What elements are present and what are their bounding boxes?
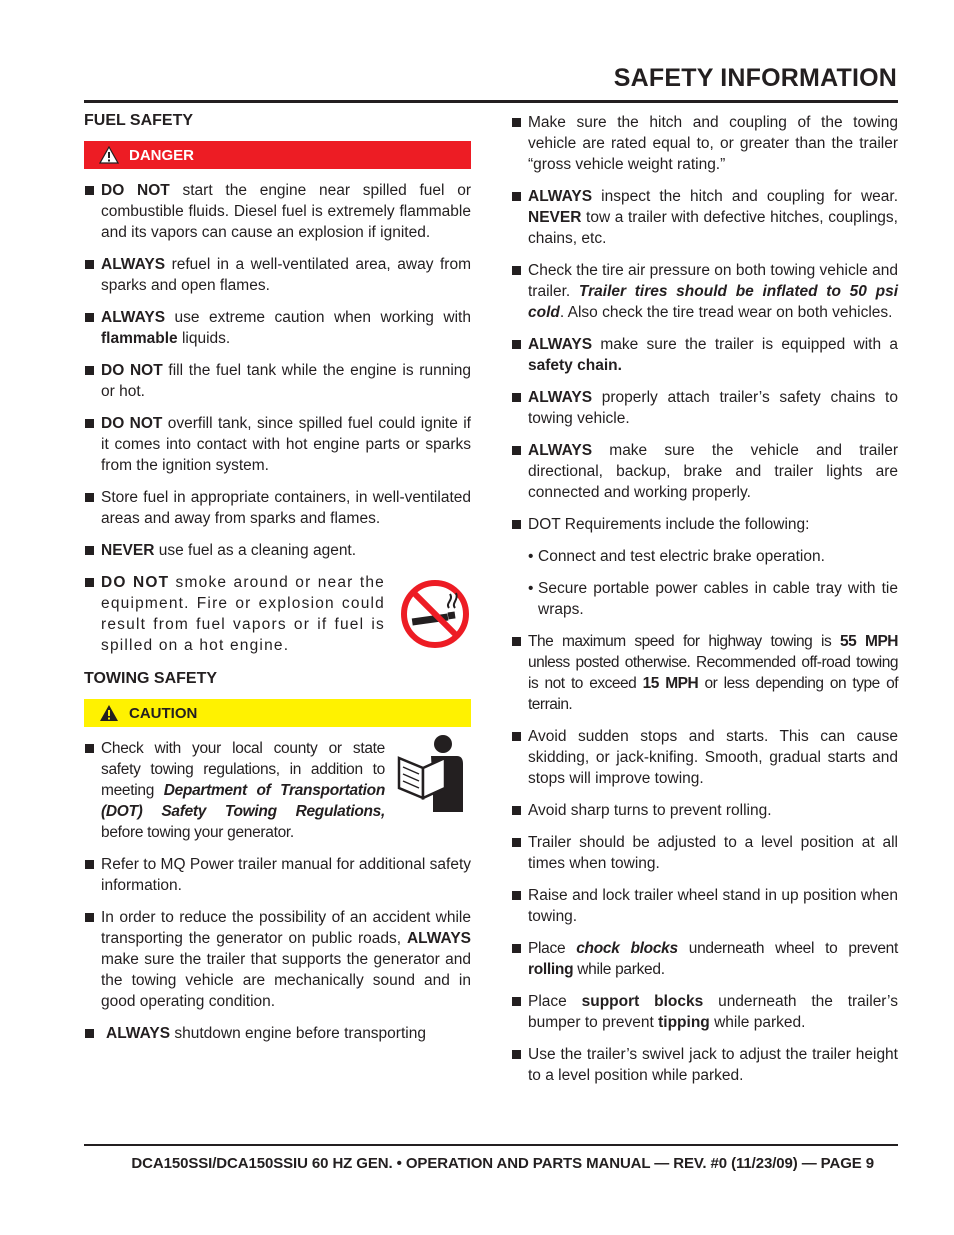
towing-bullet-r13 xyxy=(511,938,898,980)
dot-requirement-2 xyxy=(511,578,898,620)
towing-bullet-r9 xyxy=(511,726,898,789)
bullet-strong: ALWAYS xyxy=(528,442,593,459)
bullet-text: use extreme caution when working with xyxy=(165,309,471,326)
bullet-text: make sure the trailer that supports the generator and the towing vehicle are mechanically sound and in good operating condition. xyxy=(101,951,471,1010)
bullet-text: overfill tank, since spilled fuel could ignite if it comes into contact with hot engine parts or sparks from the ignition system. xyxy=(101,415,471,474)
bullet-strong: ALWAYS xyxy=(528,336,593,353)
header-rule xyxy=(84,100,898,103)
bullet-strong: tipping xyxy=(658,1014,710,1031)
bullet-strong: ALWAYS xyxy=(101,256,166,273)
bullet-text: fill the fuel tank while the engine is running or hot. xyxy=(101,362,472,400)
towing-bullet-3 xyxy=(84,907,471,1012)
fuel-bullet-6 xyxy=(84,487,471,529)
towing-bullet-r8 xyxy=(511,631,898,715)
bullet-text: Make sure the hitch and coupling of the towing vehicle are rated equal to, or greater than the trailer “gross vehicle weight rating.” xyxy=(528,114,898,173)
bullet-strong: NEVER xyxy=(101,542,155,559)
page-title: SAFETY INFORMATION xyxy=(613,64,897,92)
bullet-text: inspect the hitch and coupling for wear. xyxy=(592,188,898,205)
page-footer: DCA150SSI/DCA150SSIU 60 HZ GEN. • OPERATION AND PARTS MANUAL — REV. #0 (11/23/09) — PAGE 9 xyxy=(131,1155,874,1172)
bullet-text: start the engine near spilled fuel or combustible fluids. Diesel fuel is extremely flammable and its vapors can cause an explosion if ignited. xyxy=(101,182,471,241)
fuel-bullet-1 xyxy=(84,180,471,243)
bullet-strong: ALWAYS xyxy=(528,389,593,406)
bullet-text: properly attach trailer’s safety chains to towing vehicle. xyxy=(528,389,898,427)
towing-bullet-r7 xyxy=(511,514,898,535)
bullet-strong: DO NOT xyxy=(101,415,163,432)
bullet-strong: ALWAYS xyxy=(406,930,471,947)
bullet-strong: 15 MPH xyxy=(642,675,699,692)
bullet-text: Raise and lock trailer wheel stand in up position when towing. xyxy=(528,887,898,925)
bullet-text: use fuel as a cleaning agent. xyxy=(154,542,357,559)
danger-label: DANGER xyxy=(129,146,195,164)
bullet-emphasis: chock blocks xyxy=(576,940,678,957)
fuel-bullet-3 xyxy=(84,307,471,349)
bullet-text: while parked. xyxy=(709,1014,806,1031)
towing-bullet-4 xyxy=(84,1023,471,1044)
bullet-text: make sure the vehicle and trailer directional, backup, brake and trailer lights are connected and working properly. xyxy=(528,442,898,501)
bullet-strong: DO NOT xyxy=(101,182,170,199)
fuel-bullet-8 xyxy=(84,572,385,656)
bullet-text: smoke around or near the equipment. Fire or explosion could result from fuel vapors or if fuel is spilled on a hot engine. xyxy=(101,574,385,654)
bullet-text: Trailer should be adjusted to a level position at all times when towing. xyxy=(528,834,898,872)
bullet-text: . Also check the tire tread wear on both vehicles. xyxy=(559,304,893,321)
bullet-strong: NEVER xyxy=(528,209,582,226)
bullet-strong: ALWAYS xyxy=(528,188,593,205)
bullet-text: make sure the trailer is equipped with a xyxy=(592,336,898,353)
fuel-bullet-5 xyxy=(84,413,471,476)
bullet-strong: ALWAYS xyxy=(106,1025,171,1042)
fuel-safety-heading: FUEL SAFETY xyxy=(84,112,194,129)
bullet-text: refuel in a well-ventilated area, away from sparks and open flames. xyxy=(101,256,471,294)
bullet-strong: DO NOT xyxy=(101,574,170,591)
bullet-text: underneath wheel to prevent xyxy=(677,940,898,957)
bullet-text: Place xyxy=(528,940,577,957)
read-manual-block xyxy=(84,738,471,843)
towing-bullet-r12 xyxy=(511,885,898,927)
bullet-strong: ALWAYS xyxy=(101,309,166,326)
bullet-emphasis: Trailer tires should be inflated to 50 psi cold xyxy=(528,283,898,321)
bullet-text: unless posted otherwise. Recommended off-road towing is not to exceed xyxy=(528,654,898,692)
bullet-text: Connect and test electric brake operation. xyxy=(538,548,825,565)
warning-triangle-icon xyxy=(99,146,119,164)
towing-bullet-r15 xyxy=(511,1044,898,1086)
bullet-strong: DO NOT xyxy=(101,362,163,379)
towing-bullet-r2 xyxy=(511,186,898,249)
bullet-text: while parked. xyxy=(573,961,665,978)
caution-alert-bar xyxy=(84,699,471,727)
bullet-text: liquids. xyxy=(177,330,231,347)
left-column xyxy=(84,112,471,1055)
bullet-strong: rolling xyxy=(528,961,574,978)
bullet-text: underneath the trailer’s bumper to prevent xyxy=(528,993,898,1031)
towing-bullet-r6 xyxy=(511,440,898,503)
towing-bullet-r11 xyxy=(511,832,898,874)
bullet-text: tow a trailer with defective hitches, couplings, chains, etc. xyxy=(528,209,898,247)
towing-bullet-1 xyxy=(84,738,385,843)
bullet-text: In order to reduce the possibility of an accident while transporting the generator on public roads, xyxy=(101,909,471,947)
bullet-text: Use the trailer’s swivel jack to adjust the trailer height to a level position while parked. xyxy=(528,1046,898,1084)
bullet-strong: support blocks xyxy=(581,993,704,1010)
bullet-text: The maximum speed for highway towing is xyxy=(528,633,841,650)
fuel-bullet-7 xyxy=(84,540,471,561)
bullet-text: or less depending on type of terrain. xyxy=(528,675,899,713)
bullet-strong: flammable xyxy=(101,330,178,347)
danger-alert-bar xyxy=(84,141,471,169)
fuel-bullet-2 xyxy=(84,254,471,296)
bullet-strong: safety chain. xyxy=(528,357,622,374)
read-manual-icon xyxy=(395,734,471,814)
towing-bullet-2 xyxy=(84,854,471,896)
bullet-text: Refer to MQ Power trailer manual for additional safety information. xyxy=(101,856,471,894)
warning-triangle-icon xyxy=(99,704,119,722)
bullet-text: Place xyxy=(528,993,582,1010)
bullet-text: Avoid sudden stops and starts. This can cause skidding, or jack-knifing. Smooth, gradual starts and stops will improve towing. xyxy=(528,728,898,787)
bullet-strong: 55 MPH xyxy=(840,633,898,650)
bullet-text: Check the tire air pressure on both towing vehicle and trailer. xyxy=(528,262,898,300)
towing-safety-heading: TOWING SAFETY xyxy=(84,670,218,687)
dot-requirement-1 xyxy=(511,546,898,567)
bullet-text: shutdown engine before transporting xyxy=(170,1025,426,1042)
fuel-bullet-4 xyxy=(84,360,471,402)
towing-bullet-r10 xyxy=(511,800,898,821)
bullet-text: Store fuel in appropriate containers, in well-ventilated areas and away from sparks and flames. xyxy=(101,489,471,527)
towing-bullet-r3 xyxy=(511,260,898,323)
caution-label: CAUTION xyxy=(129,704,198,722)
towing-bullet-r14 xyxy=(511,991,898,1033)
bullet-text: DOT Requirements include the following: xyxy=(528,516,810,533)
towing-bullet-r1 xyxy=(511,112,898,175)
towing-bullet-r4 xyxy=(511,334,898,376)
no-smoking-block xyxy=(84,572,471,656)
towing-bullet-r5 xyxy=(511,387,898,429)
bullet-emphasis: Department of Transportation (DOT) Safety Towing Regulations, xyxy=(101,782,385,820)
bullet-text: Avoid sharp turns to prevent rolling. xyxy=(528,802,772,819)
footer-rule xyxy=(84,1144,898,1146)
bullet-text: Secure portable power cables in cable tray with tie wraps. xyxy=(538,580,898,618)
no-smoking-icon xyxy=(399,578,471,650)
bullet-text: before towing your generator. xyxy=(101,824,294,841)
bullet-text: Check with your local county or state safety towing regulations, in addition to meeting xyxy=(101,740,385,799)
right-column xyxy=(511,112,898,1097)
